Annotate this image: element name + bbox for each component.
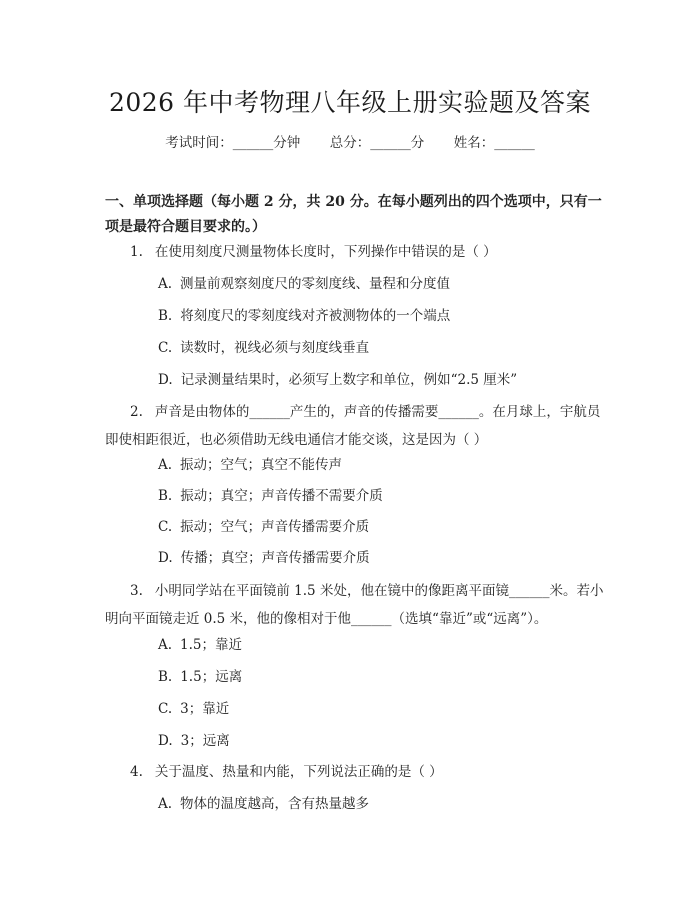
question-text: 小明同学站在平面镜前 1.5 米处，他在镜中的像距离平面镜______米。若小明向平面镜走近 0.5 米，他的像相对于他______（选填“靠近”或“远离”）。 <box>105 583 604 627</box>
section-heading: 一、单项选择题（每小题 2 分，共 20 分。在每小题列出的四个选项中，只有一项是最符合题目要求的。） <box>105 194 602 235</box>
option-1d: D. 记录测量结果时，必须写上数字和单位，例如“2.5 厘米” <box>158 372 518 388</box>
student-name-field: 姓名：______ <box>453 135 535 151</box>
exam-time-field: 考试时间：______分钟 <box>165 135 301 151</box>
question-text: 在使用刻度尺测量物体长度时，下列操作中错误的是（ ） <box>154 244 497 260</box>
option-2b: B. 振动；真空；声音传播不需要介质 <box>158 488 383 504</box>
question-4 <box>105 758 605 786</box>
total-score-field: 总分：______分 <box>329 135 425 151</box>
question-number: 4. <box>130 764 143 780</box>
option-3a: A. 1.5；靠近 <box>158 637 243 653</box>
option-2a: A. 振动；空气；真空不能传声 <box>158 457 343 473</box>
question-1 <box>105 238 605 266</box>
option-3b: B. 1.5；远离 <box>158 669 243 685</box>
option-1a: A. 测量前观察刻度尺的零刻度线、量程和分度值 <box>158 276 451 292</box>
question-2 <box>105 398 605 454</box>
option-1b: B. 将刻度尺的零刻度线对齐被测物体的一个端点 <box>158 308 451 324</box>
question-3 <box>105 577 605 633</box>
option-1c: C. 读数时，视线必须与刻度线垂直 <box>158 340 370 356</box>
document-title: 2026 年中考物理八年级上册实验题及答案 <box>108 88 592 117</box>
question-number: 3. <box>130 583 143 599</box>
question-text: 关于温度、热量和内能，下列说法正确的是（ ） <box>154 764 443 780</box>
question-number: 1. <box>130 244 143 260</box>
option-4a: A. 物体的温度越高，含有热量越多 <box>158 796 370 812</box>
option-3c: C. 3；靠近 <box>158 701 230 717</box>
exam-info <box>0 131 700 151</box>
option-2c: C. 振动；空气；声音传播需要介质 <box>158 519 370 535</box>
option-2d: D. 传播；真空；声音传播需要介质 <box>158 550 370 566</box>
question-text: 声音是由物体的______产生的，声音的传播需要______。在月球上，宇航员即使相距很近，也必须借助无线电通信才能交谈，这是因为（ ） <box>105 404 601 448</box>
option-3d: D. 3；远离 <box>158 733 230 749</box>
question-number: 2. <box>130 404 143 420</box>
